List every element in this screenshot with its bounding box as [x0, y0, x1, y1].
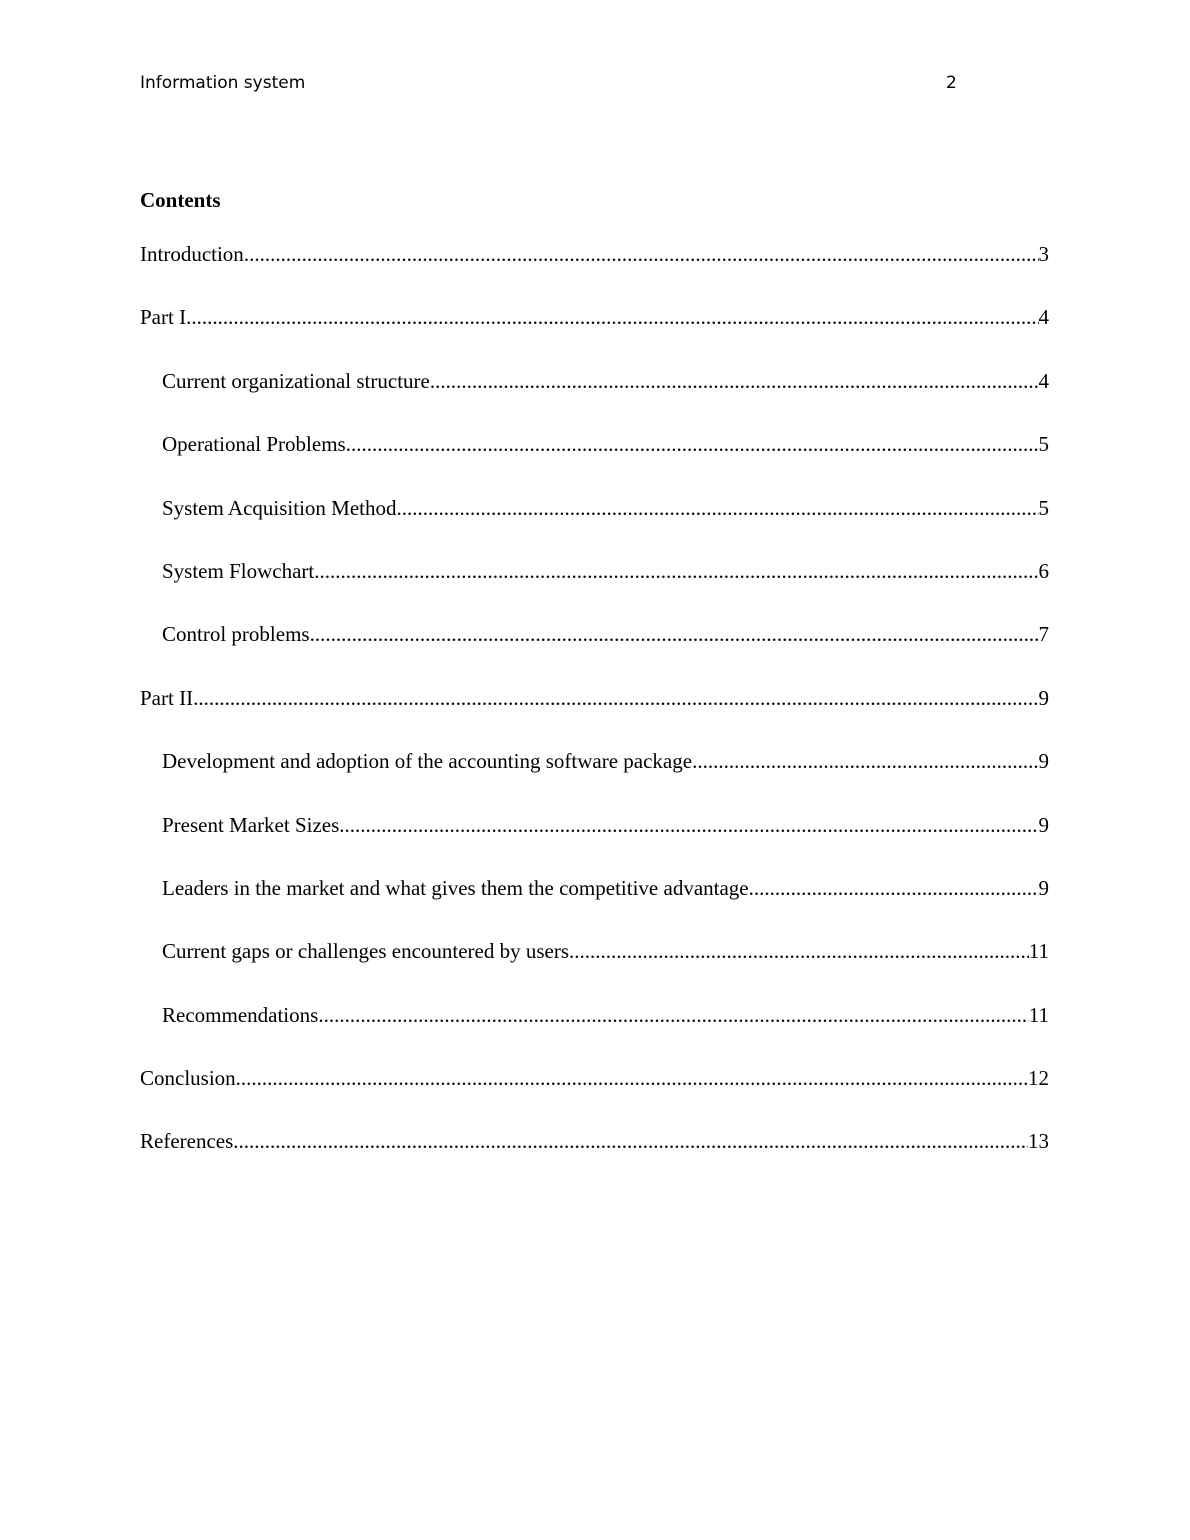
toc-entry-system-acquisition-method[interactable] — [140, 494, 1049, 557]
toc-entry-title: Current gaps or challenges encountered by users — [162, 939, 570, 964]
toc-entry-leaders-in-the-market[interactable] — [140, 874, 1049, 937]
toc-dot-leader — [397, 494, 1039, 522]
toc-entry-page: 9 — [1038, 749, 1049, 774]
toc-entry-page: 3 — [1038, 242, 1049, 266]
toc-entry-operational-problems[interactable] — [140, 430, 1049, 493]
toc-entry-part-i[interactable] — [140, 303, 1049, 366]
toc-dot-leader — [310, 620, 1039, 648]
toc-entry-introduction[interactable] — [140, 240, 1049, 303]
toc-entry-title: Part I — [140, 305, 187, 330]
toc-dot-leader — [569, 937, 1029, 965]
toc-entry-title: Leaders in the market and what gives them the competitive advantage — [162, 875, 749, 900]
toc-entry-references[interactable] — [140, 1127, 1049, 1190]
toc-dot-leader — [186, 303, 1038, 331]
toc-entry-title: System Flowchart — [162, 558, 315, 583]
toc-entry-title: Current organizational structure — [162, 368, 430, 393]
toc-entry-page: 4 — [1038, 305, 1049, 330]
toc-entry-conclusion[interactable] — [140, 1064, 1049, 1127]
toc-entry-title: System Acquisition Method — [162, 495, 397, 520]
toc-entry-page: 5 — [1038, 432, 1049, 457]
toc-dot-leader — [430, 367, 1039, 395]
toc-entry-control-problems[interactable] — [140, 620, 1049, 683]
toc-entry-title: Conclusion — [140, 1066, 236, 1091]
toc-dot-leader — [692, 747, 1038, 775]
toc-entry-recommendations[interactable] — [140, 1001, 1049, 1064]
toc-entry-title: Development and adoption of the accounting software package — [162, 749, 693, 774]
toc-entry-page: 9 — [1038, 875, 1049, 900]
toc-entry-page: 5 — [1038, 495, 1049, 520]
toc-entry-page: 9 — [1038, 812, 1049, 837]
toc-dot-leader — [339, 811, 1038, 839]
toc-entry-title: Present Market Sizes — [162, 812, 340, 837]
table-of-contents — [140, 240, 1049, 1191]
toc-entry-part-ii[interactable] — [140, 684, 1049, 747]
toc-entry-title: Introduction — [140, 242, 244, 266]
running-header-title: Information system — [140, 73, 306, 93]
toc-entry-page: 9 — [1038, 685, 1049, 710]
toc-dot-leader — [318, 1001, 1028, 1029]
toc-entry-page: 6 — [1038, 558, 1049, 583]
toc-entry-system-flowchart[interactable] — [140, 557, 1049, 620]
toc-entry-title: Control problems — [162, 622, 310, 647]
toc-dot-leader — [236, 1064, 1028, 1092]
toc-dot-leader — [346, 430, 1039, 458]
toc-entry-title: Part II — [140, 685, 194, 710]
page-number: 2 — [946, 73, 957, 93]
toc-entry-present-market-sizes[interactable] — [140, 811, 1049, 874]
toc-dot-leader — [314, 557, 1038, 585]
toc-entry-page: 7 — [1038, 622, 1049, 647]
toc-entry-page: 4 — [1038, 368, 1049, 393]
toc-entry-title: Recommendations — [162, 1002, 319, 1027]
toc-dot-leader — [749, 874, 1039, 902]
toc-entry-current-gaps-or-challenges[interactable] — [140, 937, 1049, 1000]
toc-dot-leader — [193, 684, 1038, 712]
toc-entry-current-organizational-structure[interactable] — [140, 367, 1049, 430]
toc-entry-page: 11 — [1028, 939, 1049, 964]
toc-entry-development-and-adoption[interactable] — [140, 747, 1049, 810]
toc-entry-title: Operational Problems — [162, 432, 346, 457]
toc-entry-page: 12 — [1028, 1066, 1049, 1091]
toc-entry-page: 11 — [1028, 1002, 1049, 1027]
toc-entry-page: 13 — [1028, 1129, 1049, 1154]
toc-heading: Contents — [140, 188, 221, 212]
toc-entry-title: References — [140, 1129, 234, 1154]
toc-dot-leader — [233, 1127, 1028, 1155]
toc-dot-leader — [244, 240, 1039, 268]
